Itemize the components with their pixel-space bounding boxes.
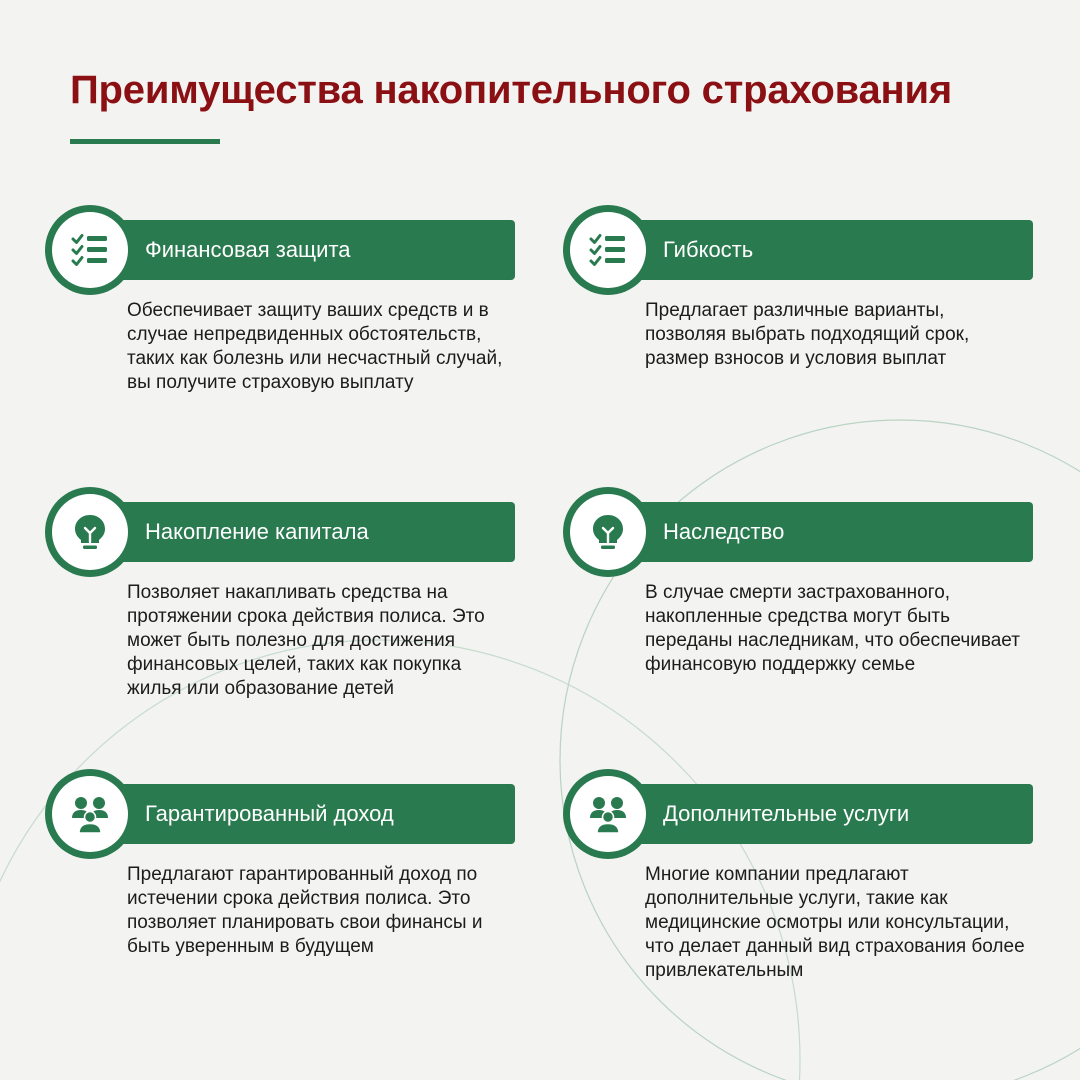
checklist-icon (588, 230, 628, 270)
card-financial-protection (45, 203, 515, 453)
checklist-icon (70, 230, 110, 270)
card-description: В случае смерти застрахованного, накопленные средства могут быть переданы наследникам, что обеспечивает финансовую поддержку семье (645, 582, 1020, 675)
card-description: Предлагает различные варианты, позволяя выбрать подходящий срок, размер взносов и условия выплат (645, 300, 970, 369)
card-icon-badge (563, 487, 653, 577)
card-capital-accumulation (45, 485, 515, 735)
card-heading: Накопление капитала (145, 519, 369, 544)
lightbulb-icon (70, 512, 110, 552)
card-description: Обеспечивает защиту ваших средств и в случае непредвиденных обстоятельств, таких как болезнь или несчастный случай, вы получите страховую выплату (127, 300, 503, 393)
card-icon-badge (563, 769, 653, 859)
people-icon (588, 794, 628, 834)
card-heading: Гарантированный доход (145, 801, 394, 826)
card-icon-badge (563, 205, 653, 295)
card-heading: Финансовая защита (145, 237, 351, 262)
card-description: Предлагают гарантированный доход по истечении срока действия полиса. Это позволяет планировать свои финансы и быть уверенным в будущем (127, 864, 483, 957)
card-heading: Гибкость (663, 237, 754, 262)
card-additional-services (563, 767, 1033, 1017)
card-icon-badge (45, 769, 135, 859)
page-title: Преимущества накопительного страхования (70, 68, 953, 112)
card-heading: Дополнительные услуги (663, 801, 910, 826)
people-icon (70, 794, 110, 834)
title-underline (70, 139, 220, 144)
card-heading: Наследство (663, 519, 785, 544)
card-icon-badge (45, 205, 135, 295)
card-inheritance (563, 485, 1033, 735)
card-description: Позволяет накапливать средства на протяжении срока действия полиса. Это может быть полезно для достижения финансовых целей, таких как покупка жилья или образование детей (127, 582, 485, 699)
card-guaranteed-income (45, 767, 515, 1017)
card-description: Многие компании предлагают дополнительные услуги, такие как медицинские осмотры или консультации, что делает данный вид страхования более привлекательным (645, 864, 1025, 981)
card-icon-badge (45, 487, 135, 577)
lightbulb-icon (588, 512, 628, 552)
card-flexibility (563, 203, 1033, 453)
